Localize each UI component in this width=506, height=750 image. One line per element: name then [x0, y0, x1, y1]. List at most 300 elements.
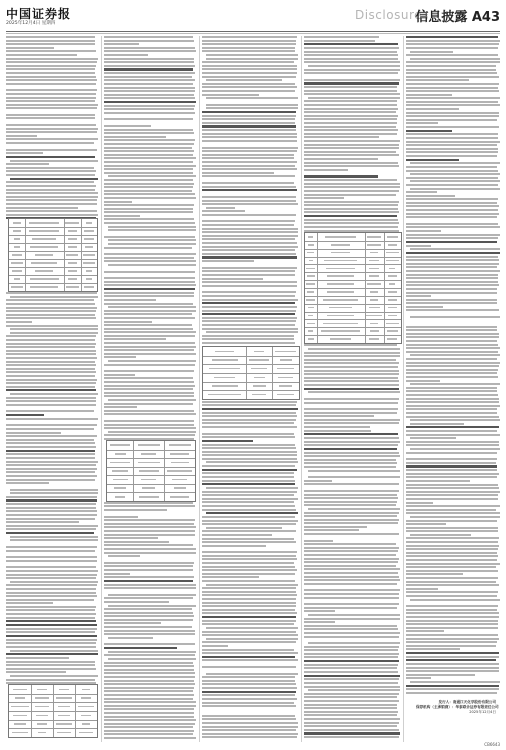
text-line: [304, 61, 400, 63]
text-line: [406, 274, 498, 276]
table-cell: [214, 377, 236, 379]
text-line: [304, 607, 397, 609]
table-cell: [11, 262, 23, 264]
table-col-rule: [317, 233, 318, 343]
text-line: [202, 50, 295, 52]
text-line: [202, 702, 294, 704]
table-col-rule: [75, 685, 76, 737]
text-line: [304, 154, 399, 156]
text-line: [304, 550, 398, 552]
table-cell: [307, 323, 315, 325]
text-line: [6, 507, 96, 509]
text-line: [304, 370, 399, 372]
section-title: 信息披露 A43: [415, 10, 500, 25]
text-line: [406, 61, 500, 63]
text-line: [406, 119, 497, 121]
text-line: [206, 207, 235, 209]
text-line: [202, 551, 297, 553]
text-line: [6, 468, 97, 470]
table-cell: [277, 394, 294, 396]
text-line: [406, 476, 497, 478]
text-line: [202, 558, 297, 560]
text-line: [6, 635, 97, 637]
table-cell: [277, 368, 293, 370]
text-line: [104, 277, 195, 279]
text-line: [104, 552, 196, 554]
text-line: [406, 591, 498, 593]
text-line: [6, 525, 98, 527]
table-cell: [57, 732, 71, 734]
text-line: [6, 189, 95, 191]
text-line: [202, 256, 297, 258]
text-line: [104, 403, 193, 405]
text-line: [304, 100, 397, 102]
text-line: [304, 204, 398, 206]
text-line: [304, 444, 398, 446]
text-line: [202, 652, 298, 654]
publisher-block: [416, 700, 499, 715]
table-cell: [141, 479, 156, 481]
text-line: [104, 87, 195, 89]
text-line: [308, 65, 400, 67]
text-line: [10, 393, 98, 395]
table-cell: [12, 270, 23, 272]
text-line: [10, 332, 98, 334]
text-line: [406, 133, 498, 135]
text-line: [304, 558, 399, 560]
table-cell: [68, 270, 77, 272]
text-line: [202, 122, 295, 124]
text-line: [104, 284, 196, 286]
table-cell: [66, 286, 79, 288]
text-line: [104, 427, 196, 429]
text-line: [104, 377, 193, 379]
text-line: [406, 394, 498, 396]
text-line: [6, 163, 49, 165]
text-line: [10, 489, 98, 491]
table-row-rule: [305, 335, 401, 336]
text-line: [304, 565, 396, 567]
text-line: [104, 324, 192, 326]
text-line: [6, 639, 97, 641]
text-line: [304, 603, 399, 605]
table-row-rule: [305, 257, 401, 258]
text-line: [406, 336, 499, 338]
text-line: [6, 464, 96, 466]
text-line: [10, 328, 98, 330]
table-row-rule: [305, 249, 401, 250]
table-cell: [84, 286, 95, 288]
table-cell: [68, 278, 77, 280]
text-line: [308, 391, 400, 393]
text-line: [406, 90, 499, 92]
text-line: [304, 589, 400, 591]
text-line: [104, 72, 195, 74]
text-line: [6, 432, 61, 434]
text-line: [406, 670, 499, 672]
table-row-rule: [203, 382, 299, 383]
text-line: [304, 660, 399, 662]
data-table: [8, 684, 98, 738]
text-line: [202, 313, 295, 315]
text-line: [6, 518, 95, 520]
text-line: [6, 566, 96, 568]
text-line: [104, 434, 195, 436]
text-line: [202, 534, 272, 536]
text-line: [304, 714, 397, 716]
text-line: [6, 617, 95, 619]
text-line: [202, 36, 297, 38]
text-line: [104, 364, 195, 366]
text-line: [202, 641, 296, 643]
text-line: [104, 165, 196, 167]
text-line: [104, 669, 194, 671]
text-line: [104, 154, 193, 156]
table-cell: [11, 286, 23, 288]
text-line: [202, 683, 296, 685]
text-line: [6, 353, 96, 355]
text-line: [6, 439, 94, 441]
text-line: [406, 663, 499, 665]
text-line: [206, 461, 298, 463]
text-line: [304, 483, 399, 485]
text-line: [410, 354, 500, 356]
table-cell: [174, 487, 186, 489]
text-line: [104, 310, 196, 312]
text-line: [206, 97, 298, 99]
text-line: [406, 166, 497, 168]
text-line: [304, 490, 399, 492]
text-line: [104, 335, 195, 337]
text-line: [406, 652, 499, 654]
text-line: [6, 131, 97, 133]
text-line: [406, 177, 498, 179]
table-row-rule: [107, 450, 195, 451]
text-line: [104, 299, 156, 301]
text-line: [104, 90, 195, 92]
table-cell: [369, 307, 380, 309]
text-line: [206, 58, 298, 60]
text-line: [406, 627, 498, 629]
text-line: [304, 732, 400, 734]
text-line: [6, 192, 98, 194]
text-line: [6, 156, 95, 158]
text-line: [6, 514, 97, 516]
text-line: [202, 401, 297, 403]
table-row-rule: [203, 356, 299, 357]
text-line: [304, 722, 399, 724]
text-line: [202, 210, 245, 212]
text-line: [104, 204, 194, 206]
table-cell: [306, 299, 315, 301]
text-line: [304, 384, 399, 386]
table-row-rule: [107, 484, 195, 485]
text-line: [6, 68, 95, 70]
text-column-1: [6, 36, 98, 742]
text-line: [104, 385, 195, 387]
text-line: [406, 226, 500, 228]
text-line: [6, 628, 97, 630]
text-line: [104, 94, 194, 96]
text-line: [304, 43, 398, 45]
text-line: [406, 473, 499, 475]
text-line: [304, 415, 374, 417]
text-line: [202, 620, 296, 622]
text-line: [304, 441, 400, 443]
table-row-rule: [107, 492, 195, 493]
table-cell: [212, 385, 238, 387]
text-line: [304, 72, 398, 74]
text-line: [304, 437, 399, 439]
text-line: [104, 672, 195, 674]
table-cell: [113, 479, 128, 481]
text-line: [202, 594, 297, 596]
table-cell: [366, 315, 381, 317]
text-line: [406, 688, 499, 690]
text-line: [202, 72, 297, 74]
text-line: [6, 624, 97, 626]
text-line: [6, 613, 96, 615]
text-line: [104, 346, 196, 348]
text-line: [10, 492, 98, 494]
text-line: [202, 186, 296, 188]
text-line: [406, 245, 431, 247]
text-line: [104, 125, 151, 127]
text-line: [304, 194, 396, 196]
text-line: [202, 412, 296, 414]
text-line: [104, 40, 194, 42]
text-line: [6, 532, 94, 534]
table-cell: [81, 715, 90, 717]
text-line: [104, 68, 193, 70]
table-cell: [13, 222, 22, 224]
table-cell: [369, 275, 379, 277]
text-line: [6, 107, 97, 109]
text-line: [304, 136, 379, 138]
text-line: [6, 100, 95, 102]
table-cell: [215, 351, 233, 353]
table-cell: [139, 470, 159, 472]
text-line: [406, 36, 498, 38]
text-line: [406, 527, 498, 529]
table-cell: [370, 252, 377, 254]
table-cell: [170, 453, 189, 455]
table-cell: [387, 330, 398, 332]
table-cell: [386, 260, 400, 262]
table-cell: [86, 222, 93, 224]
text-line: [304, 646, 399, 648]
text-line: [406, 230, 441, 232]
text-line: [202, 598, 296, 600]
text-line: [406, 581, 496, 583]
text-line: [6, 54, 77, 56]
table-cell: [171, 462, 189, 464]
text-line: [406, 573, 463, 575]
text-line: [304, 480, 332, 482]
text-line: [304, 179, 397, 181]
text-line: [6, 609, 95, 611]
text-line: [6, 214, 98, 216]
table-cell: [83, 262, 94, 264]
text-line: [104, 694, 194, 696]
text-line: [202, 480, 295, 482]
text-line: [304, 419, 400, 421]
text-line: [304, 108, 398, 110]
text-line: [304, 459, 396, 461]
text-line: [206, 331, 298, 333]
text-line: [406, 202, 497, 204]
text-line: [202, 530, 296, 532]
text-line: [406, 465, 497, 467]
table-cell: [212, 359, 238, 361]
text-line: [104, 683, 195, 685]
text-line: [406, 94, 452, 96]
text-line: [304, 504, 396, 506]
table-cell: [68, 238, 77, 240]
text-line: [406, 498, 498, 500]
text-line: [304, 725, 397, 727]
text-line: [304, 543, 396, 545]
text-line: [304, 373, 399, 375]
text-line: [406, 408, 497, 410]
text-line: [104, 112, 195, 114]
text-line: [202, 408, 298, 410]
issuer-line: 发行人：南通江天化学股份有限公司: [438, 700, 496, 704]
text-line: [104, 509, 167, 511]
text-line: [104, 687, 194, 689]
table-cell: [208, 394, 241, 396]
text-line: [202, 576, 259, 578]
text-line: [6, 117, 95, 119]
text-line: [304, 197, 344, 199]
text-line: [104, 61, 194, 63]
text-line: [406, 530, 498, 532]
text-line: [104, 36, 193, 38]
text-line: [6, 671, 66, 673]
text-line: [202, 729, 296, 731]
table-cell: [387, 236, 398, 238]
text-line: [406, 667, 499, 669]
text-line: [304, 215, 397, 217]
text-line: [6, 135, 37, 137]
text-line: [202, 612, 297, 614]
text-line: [308, 689, 400, 691]
table-cell: [86, 270, 92, 272]
text-line: [304, 58, 398, 60]
text-line: [406, 630, 444, 632]
text-line: [104, 97, 195, 99]
text-line: [406, 333, 499, 335]
text-line: [304, 430, 371, 432]
text-line: [6, 364, 96, 366]
text-line: [6, 307, 97, 309]
text-line: [202, 656, 295, 658]
text-line: [6, 167, 94, 169]
text-line: [406, 263, 499, 265]
text-line: [104, 392, 194, 394]
table-cell: [325, 236, 355, 238]
table-cell: [254, 351, 264, 353]
table-cell: [369, 260, 380, 262]
text-line: [6, 321, 32, 323]
text-line: [206, 638, 298, 640]
table-cell: [307, 275, 315, 277]
text-line: [304, 704, 397, 706]
text-line: [406, 277, 498, 279]
text-line: [304, 47, 399, 49]
table-cell: [81, 697, 90, 699]
text-line: [104, 587, 196, 589]
text-line: [410, 58, 500, 60]
table-cell: [327, 291, 355, 293]
text-line: [6, 620, 96, 622]
text-line: [406, 685, 499, 687]
text-line: [6, 556, 97, 558]
table-cell: [141, 453, 156, 455]
table-cell: [367, 283, 380, 285]
text-line: [104, 410, 194, 412]
text-line: [6, 592, 96, 594]
text-line: [406, 115, 499, 117]
text-line: [104, 519, 195, 521]
text-line: [104, 541, 169, 543]
text-line: [108, 239, 196, 241]
text-line: [304, 190, 399, 192]
text-line: [406, 380, 440, 382]
text-line: [206, 527, 282, 529]
text-line: [6, 203, 97, 205]
text-line: [6, 72, 95, 74]
text-line: [6, 450, 95, 452]
text-line: [202, 516, 295, 518]
text-line: [304, 169, 348, 171]
text-line: [202, 228, 298, 230]
text-line: [6, 414, 44, 416]
text-line: [304, 718, 400, 720]
text-line: [104, 342, 195, 344]
table-cell: [386, 252, 399, 254]
table-row-rule: [107, 467, 195, 468]
table-cell: [82, 689, 90, 691]
text-line: [202, 306, 297, 308]
text-line: [104, 328, 193, 330]
text-line: [304, 572, 398, 574]
text-line: [308, 508, 400, 510]
table-row-rule: [305, 288, 401, 289]
text-line: [206, 104, 298, 106]
text-line: [304, 707, 397, 709]
table-cell: [253, 385, 266, 387]
text-line: [304, 355, 400, 357]
table-cell: [65, 222, 79, 224]
text-line: [304, 40, 375, 42]
text-line: [6, 196, 98, 198]
text-line: [406, 266, 497, 268]
text-line: [304, 158, 378, 160]
text-line: [406, 362, 500, 364]
table-row-rule: [305, 312, 401, 313]
text-line: [406, 641, 497, 643]
table-cell: [389, 283, 395, 285]
text-line: [410, 162, 500, 164]
text-line: [304, 700, 399, 702]
text-line: [6, 79, 97, 81]
text-line: [202, 494, 294, 496]
table-row-rule: [305, 241, 401, 242]
text-line: [202, 249, 295, 251]
text-line: [304, 133, 397, 135]
table-cell: [58, 706, 70, 708]
